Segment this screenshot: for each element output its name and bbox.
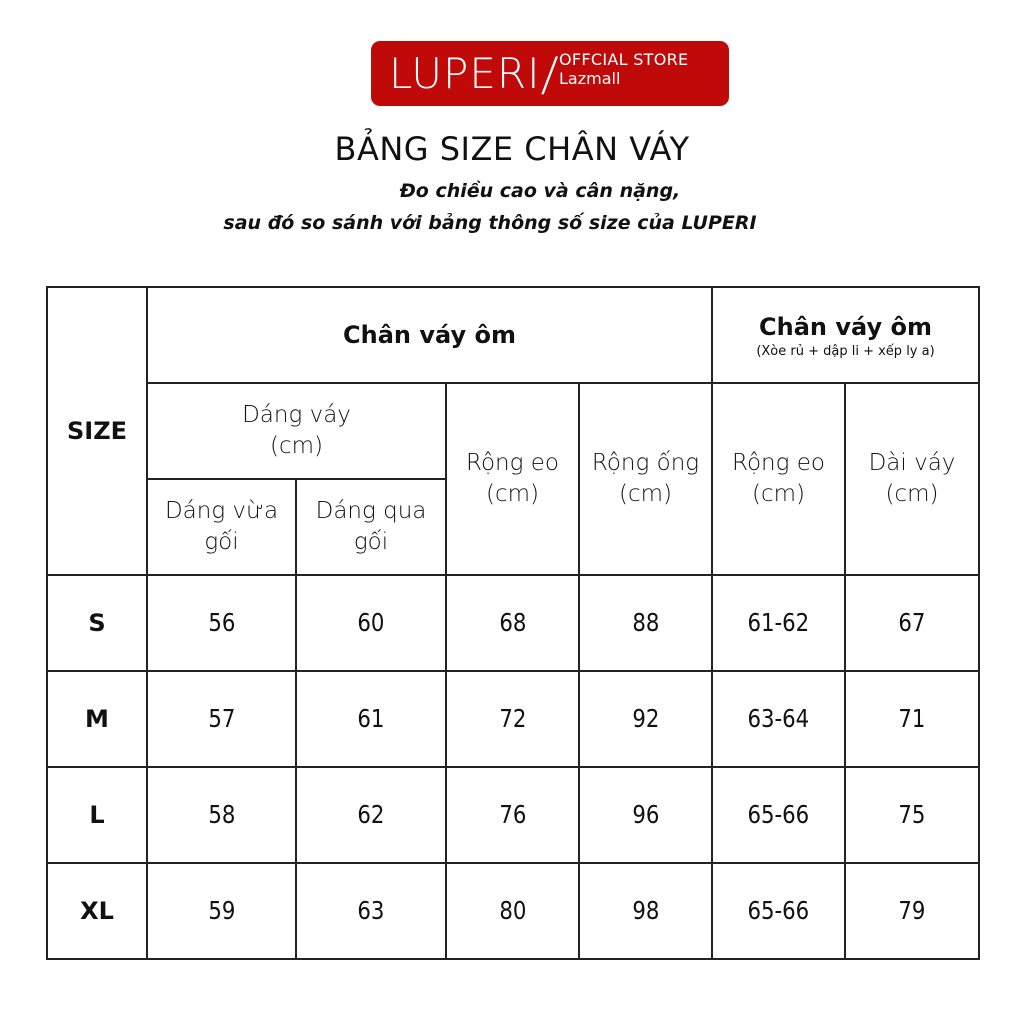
table-cell bbox=[712, 863, 845, 959]
table-cell bbox=[712, 671, 845, 767]
table-cell bbox=[579, 863, 712, 959]
cell-value: 98 bbox=[631, 895, 660, 925]
group2-title: Chân váy ôm bbox=[759, 312, 932, 341]
col-header-line2: gối bbox=[353, 529, 389, 555]
col-header-line2: (cm) bbox=[752, 481, 805, 507]
col-header-line2: (cm) bbox=[619, 481, 672, 507]
logo-store-info bbox=[559, 51, 689, 88]
col-header-rong-eo bbox=[446, 383, 579, 575]
cell-value: 59 bbox=[207, 895, 236, 925]
cell-value: 92 bbox=[631, 703, 660, 733]
col-header-rong-ong bbox=[579, 383, 712, 575]
table-row-l bbox=[47, 767, 979, 863]
table-cell bbox=[446, 863, 579, 959]
table-cell bbox=[712, 575, 845, 671]
table-cell bbox=[845, 575, 979, 671]
logo-brand-name: LUPERI bbox=[389, 48, 541, 98]
size-label: L bbox=[47, 767, 147, 863]
table-cell bbox=[446, 671, 579, 767]
dang-vay-header bbox=[147, 383, 446, 479]
col-header-line1: Dáng qua bbox=[315, 497, 427, 524]
group-header-chan-vay-om bbox=[147, 287, 712, 383]
cell-value: 62 bbox=[357, 799, 385, 829]
col-header-line1: Rộng eo bbox=[466, 449, 559, 476]
col-header-dang-vua-goi bbox=[147, 479, 296, 575]
logo-lazmall: Lazmall bbox=[558, 68, 621, 88]
cell-value: 63-64 bbox=[747, 703, 810, 733]
cell-value: 60 bbox=[357, 607, 385, 637]
table-cell bbox=[845, 767, 979, 863]
col-header-dai-vay bbox=[845, 383, 979, 575]
cell-value: 56 bbox=[207, 607, 236, 637]
cell-value: 71 bbox=[898, 703, 926, 733]
size-label: XL bbox=[47, 863, 147, 959]
table-cell bbox=[446, 575, 579, 671]
table-row-xl bbox=[47, 863, 979, 959]
col-header-dang-qua-goi bbox=[296, 479, 446, 575]
col-header-line2: gối bbox=[204, 529, 239, 555]
dang-vay-line2: (cm) bbox=[270, 433, 323, 459]
table-cell bbox=[296, 575, 446, 671]
col-header-line1: Rộng ống bbox=[591, 449, 700, 476]
table-cell bbox=[845, 863, 979, 959]
table-cell bbox=[147, 767, 296, 863]
cell-value: 76 bbox=[498, 799, 527, 829]
table-cell bbox=[147, 575, 296, 671]
table-cell bbox=[712, 767, 845, 863]
table-cell bbox=[296, 671, 446, 767]
cell-value: 65-66 bbox=[747, 799, 810, 829]
group2-note: (Xòe rủ + dập li + xếp ly a) bbox=[756, 343, 935, 359]
table-cell bbox=[579, 671, 712, 767]
col-header-line1: Dài váy bbox=[868, 449, 956, 476]
table-cell bbox=[296, 767, 446, 863]
brand-logo bbox=[371, 41, 729, 106]
cell-value: 61-62 bbox=[747, 607, 810, 637]
cell-value: 61 bbox=[357, 703, 385, 733]
header-row-group bbox=[47, 287, 979, 383]
cell-value: 79 bbox=[898, 895, 926, 925]
size-column-header: SIZE bbox=[47, 287, 147, 575]
col-header-line2: (cm) bbox=[486, 481, 539, 507]
subtitle-line-2: sau đó so sánh với bảng thông số size của LUPERI bbox=[223, 212, 757, 234]
table-cell bbox=[446, 767, 579, 863]
group1-title: Chân váy ôm bbox=[343, 320, 516, 349]
cell-value: 88 bbox=[631, 607, 660, 637]
table-cell bbox=[296, 863, 446, 959]
table-cell bbox=[147, 863, 296, 959]
page-title: BẢNG SIZE CHÂN VÁY bbox=[334, 130, 690, 168]
size-label: S bbox=[47, 575, 147, 671]
cell-value: 72 bbox=[498, 703, 527, 733]
size-label: M bbox=[47, 671, 147, 767]
col-header-line2: (cm) bbox=[885, 481, 939, 507]
cell-value: 67 bbox=[898, 607, 926, 637]
logo-official-store: OFFCIAL STORE bbox=[558, 50, 689, 70]
col-header-line1: Rộng eo bbox=[732, 449, 825, 476]
table-cell bbox=[147, 671, 296, 767]
cell-value: 75 bbox=[898, 799, 926, 829]
col-header-line1: Dáng vừa bbox=[164, 497, 279, 524]
logo-slash: / bbox=[540, 46, 560, 101]
dang-vay-line1: Dáng váy bbox=[242, 401, 351, 428]
col-header-rong-eo-2 bbox=[712, 383, 845, 575]
table-cell bbox=[579, 575, 712, 671]
header-row-sub bbox=[47, 383, 979, 479]
cell-value: 68 bbox=[498, 607, 527, 637]
table-cell bbox=[845, 671, 979, 767]
group-header-chan-vay-om-xoe bbox=[712, 287, 979, 383]
subtitle-line-1: Đo chiều cao và cân nặng, bbox=[399, 180, 681, 202]
cell-value: 58 bbox=[207, 799, 236, 829]
cell-value: 57 bbox=[207, 703, 236, 733]
cell-value: 63 bbox=[357, 895, 385, 925]
cell-value: 96 bbox=[631, 799, 660, 829]
size-chart-table bbox=[46, 286, 980, 960]
table-cell bbox=[579, 767, 712, 863]
cell-value: 80 bbox=[498, 895, 527, 925]
table-row-m bbox=[47, 671, 979, 767]
table-row-s bbox=[47, 575, 979, 671]
cell-value: 65-66 bbox=[747, 895, 810, 925]
